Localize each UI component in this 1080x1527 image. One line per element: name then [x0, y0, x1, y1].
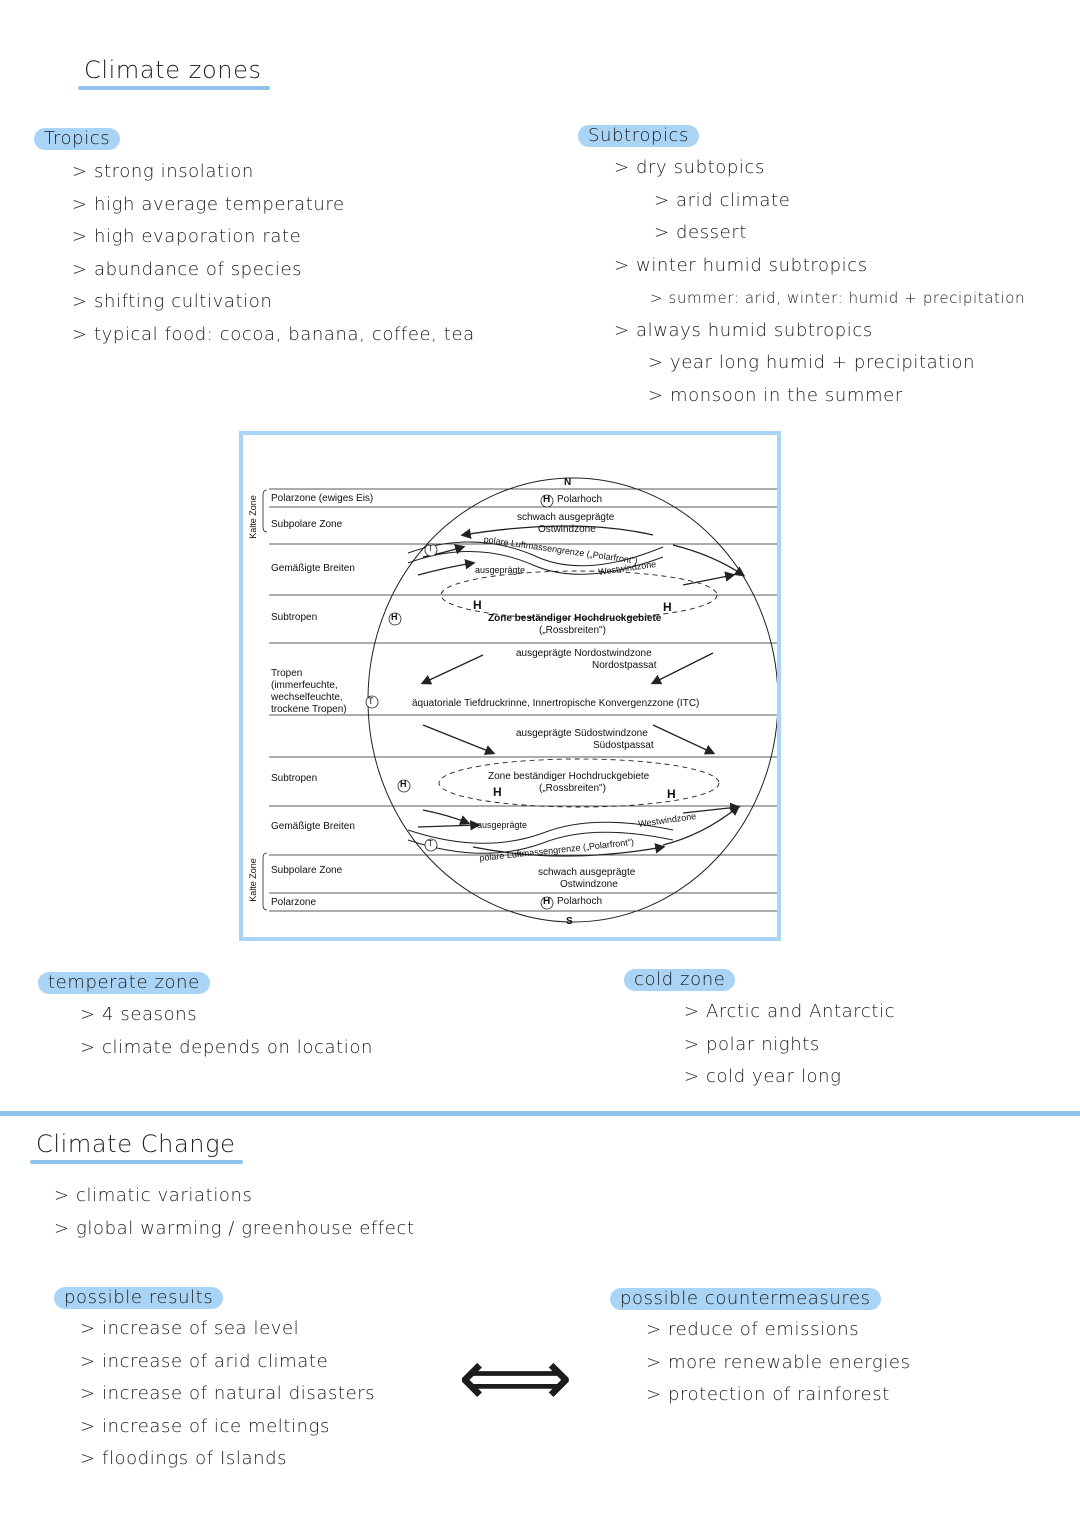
wind-arrows [418, 526, 743, 856]
list-item: > dessert [654, 222, 747, 243]
climate-change-title-text: Climate Change [36, 1130, 236, 1158]
list-item: > 4 seasons [80, 1004, 198, 1025]
tropics-label: Tropics [34, 128, 120, 150]
label-tropen: Tropen [271, 668, 303, 679]
list-item: > protection of rainforest [646, 1384, 890, 1405]
title-underline [30, 1160, 243, 1164]
label-gemassigt-n: Gemäßigte Breiten [271, 563, 355, 574]
polare-luftmassengrenze-south: polare Luftmassengrenze („Polarfront") [478, 836, 635, 864]
nordost-1: ausgeprägte Nordostwindzone [516, 648, 652, 659]
list-item: > strong insolation [72, 161, 254, 182]
h-symbol: H [400, 779, 407, 789]
countermeasures-label: possible countermeasures [610, 1288, 881, 1310]
results-list [80, 1313, 375, 1476]
list-item: > winter humid subtropics [614, 254, 868, 276]
list-item: > polar nights [684, 1033, 820, 1055]
cold-label: cold zone [624, 969, 735, 991]
list-item: > increase of natural disasters [80, 1383, 376, 1404]
h-symbol: H [543, 896, 551, 907]
ostwind-north-2: Ostwindzone [538, 524, 596, 535]
h-symbol: H [493, 785, 502, 799]
kalte-zone-north: Kalte Zone [247, 495, 258, 539]
t-symbol: T [428, 544, 433, 553]
hochdruck-south-2: („Rossbreiten") [539, 783, 606, 794]
suedost-2: Südostpassat [593, 740, 654, 751]
kalte-zone-brackets [263, 490, 267, 910]
list-item: > Arctic and Antarctic [684, 1001, 896, 1022]
list-item: > monsoon in the summer [648, 384, 903, 406]
list-item: > abundance of species [72, 258, 303, 280]
north-label: N [564, 477, 572, 488]
t-symbol: T [428, 839, 433, 848]
h-symbol: H [473, 598, 482, 612]
list-item: > increase of sea level [80, 1318, 300, 1339]
list-item: > global warming / greenhouse effect [54, 1217, 415, 1239]
south-label: S [566, 916, 573, 927]
suedost-1: ausgeprägte Südostwindzone [516, 728, 648, 739]
list-item: > year long humid + precipitation [648, 352, 976, 373]
list-item: > cold year long [684, 1066, 842, 1087]
t-symbol: T [368, 696, 374, 706]
ostwind-south-1: schwach ausgeprägte [538, 867, 636, 878]
label-tropen-sub3: trockene Tropen) [271, 704, 347, 715]
subtropics-list [614, 152, 1025, 412]
list-item: > more renewable energies [646, 1351, 911, 1373]
label-subtropen-n: Subtropen [271, 612, 318, 623]
countermeasures-list [646, 1314, 911, 1412]
temperate-label: temperate zone [38, 972, 210, 994]
list-item: > climate depends on location [80, 1036, 374, 1058]
label-tropen-sub2: wechselfeuchte, [271, 692, 343, 703]
label-polarzone-n: Polarzone (ewiges Eis) [271, 493, 374, 504]
ostwind-north-1: schwach ausgeprägte [517, 512, 615, 523]
label-tropen-sub1: (immerfeuchte, [271, 680, 338, 691]
label-subpolar-n: Subpolare Zone [271, 519, 343, 530]
label-gemassigt-s: Gemäßigte Breiten [271, 821, 355, 832]
hochdruck-north-2: („Rossbreiten") [539, 625, 606, 636]
list-item: > increase of arid climate [80, 1350, 329, 1372]
list-item: > shifting cultivation [72, 291, 273, 312]
h-symbol: H [391, 612, 398, 622]
kalte-zone-south: Kalte Zone [247, 858, 258, 902]
list-item: > high average temperature [72, 193, 345, 215]
tropics-list [72, 156, 475, 351]
label-subtropen-s: Subtropen [271, 773, 318, 784]
westwind-north: Westwindzone [597, 558, 657, 578]
westwind-south: Westwindzone [637, 810, 697, 830]
wind-zone-diagram [239, 431, 781, 941]
page-title [84, 56, 262, 84]
list-item: > reduce of emissions [646, 1319, 860, 1340]
double-arrow-icon: ⟺ [458, 1331, 573, 1424]
ausgepraegt-south: ausgeprägte [477, 820, 528, 830]
h-symbol: H [543, 494, 551, 505]
temperate-list [80, 999, 373, 1064]
list-item: > typical food: cocoa, banana, coffee, tea [72, 323, 475, 345]
list-item: > summer: arid, winter: humid + precipitation [650, 289, 1026, 307]
list-item: > increase of ice meltings [80, 1415, 331, 1437]
ausgepraegt-north: ausgeprägte [475, 565, 526, 575]
list-item: > high evaporation rate [72, 226, 302, 247]
climate-change-list [54, 1180, 415, 1245]
h-symbol: H [667, 787, 676, 801]
ostwind-south-2: Ostwindzone [560, 879, 618, 890]
polarhoch-north: Polarhoch [557, 494, 603, 505]
section-divider [0, 1111, 1080, 1116]
list-item: > arid climate [654, 189, 791, 211]
h-symbol: H [663, 600, 672, 614]
itc-label: äquatoriale Tiefdruckrinne, Innertropische Konvergenzzone (ITC) [412, 698, 700, 709]
cold-list [684, 996, 895, 1094]
title-underline [78, 86, 270, 90]
list-item: > dry subtopics [614, 157, 765, 178]
list-item: > climatic variations [54, 1185, 253, 1206]
polarhoch-south: Polarhoch [557, 896, 603, 907]
label-subpolar-s: Subpolare Zone [271, 865, 343, 876]
hochdruck-north-1: Zone beständiger Hochdruckgebiete [488, 613, 662, 624]
hochdruck-south-1: Zone beständiger Hochdruckgebiete [488, 771, 650, 782]
subtropics-label: Subtropics [578, 125, 699, 147]
list-item: > always humid subtropics [614, 319, 873, 341]
polare-luftmassengrenze-north: polare Luftmassengrenze („Polarfront") [483, 534, 639, 566]
results-label: possible results [54, 1287, 223, 1309]
climate-change-title [36, 1130, 235, 1158]
page-title-text: Climate zones [84, 56, 262, 84]
list-item: > floodings of Islands [80, 1448, 288, 1469]
label-polarzone-s: Polarzone [271, 897, 317, 908]
nordost-2: Nordostpassat [592, 660, 657, 671]
